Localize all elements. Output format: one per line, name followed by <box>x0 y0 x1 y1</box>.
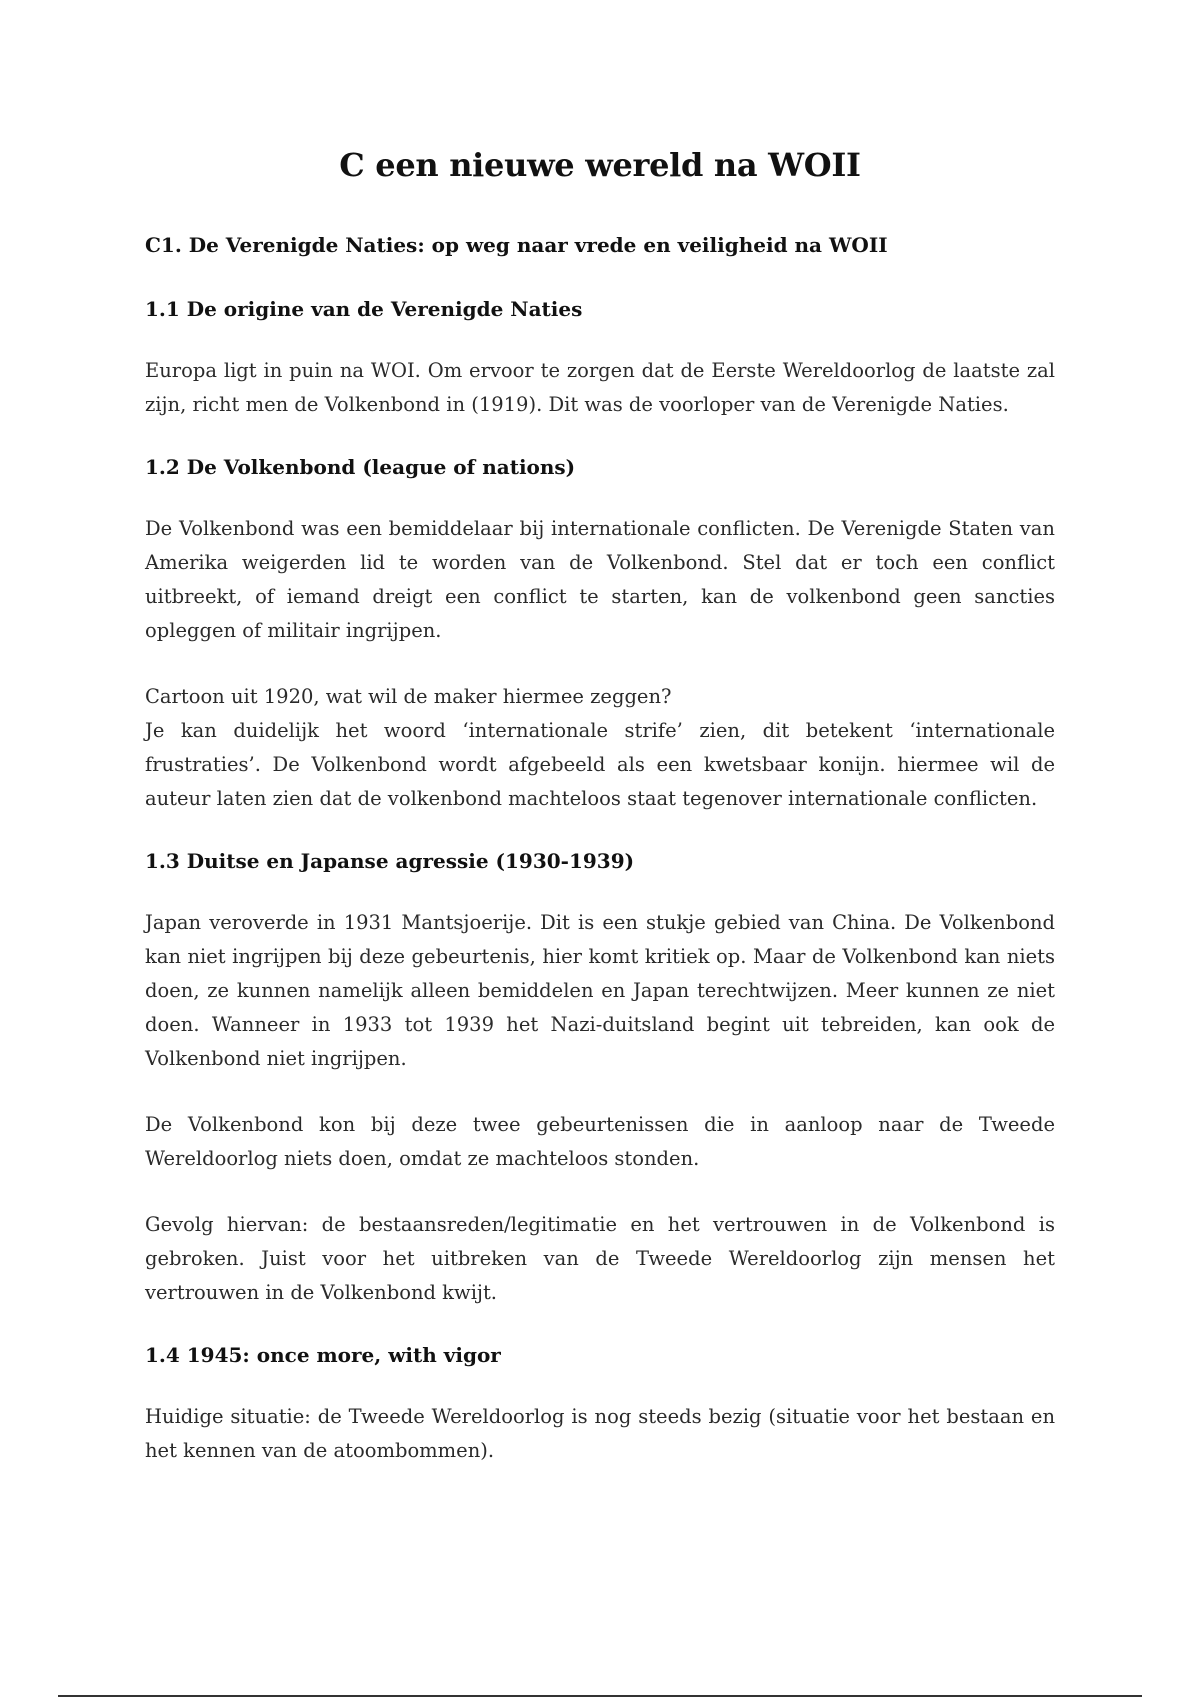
section-title: C1. De Verenigde Naties: op weg naar vrede en veiligheid na WOII <box>145 233 888 258</box>
footer-divider <box>58 1695 1142 1697</box>
paragraph: Japan veroverde in 1931 Mantsjoerije. Dit is een stukje gebied van China. De Volkenbond kan niet ingrijpen bij deze gebeurtenis, hier komt kritiek op. Maar de Volkenbond kan niets doen, ze kunnen namelijk alleen bemiddelen en Japan terechtwijzen. Meer kunnen ze niet doen. Wanneer in 1933 tot 1939 het Nazi-duitsland begint uit tebreiden, kan ook de Volkenbond niet ingrijpen. <box>145 911 1055 1071</box>
subsection-heading-1-1: 1.1 De origine van de Verenigde Naties <box>145 297 583 322</box>
paragraph: Gevolg hiervan: de bestaansreden/legitimatie en het vertrouwen in de Volkenbond is gebroken. Juist voor het uitbreken van de Tweede Wereldoorlog zijn mensen het vertrouwen in de Volkenbond kwijt. <box>145 1213 1055 1305</box>
paragraph: Je kan duidelijk het woord ‘internationale strife’ zien, dit betekent ‘internationale frustraties’. De Volkenbond wordt afgebeeld als een kwetsbaar konijn. hiermee wil de auteur laten zien dat de volkenbond machteloos staat tegenover internationale conflicten. <box>145 719 1055 811</box>
subsection-heading-1-4: 1.4 1945: once more, with vigor <box>145 1343 501 1368</box>
document-body <box>145 146 1055 1500</box>
subsection-heading-1-3: 1.3 Duitse en Japanse agressie (1930-1939) <box>145 849 635 874</box>
page-title: C een nieuwe wereld na WOII <box>339 146 861 184</box>
paragraph: De Volkenbond was een bemiddelaar bij internationale conflicten. De Verenigde Staten van Amerika weigerden lid te worden van de Volkenbond. Stel dat er toch een conflict uitbreekt, of iemand dreigt een conflict te starten, kan de volkenbond geen sancties opleggen of militair ingrijpen. <box>145 517 1055 643</box>
paragraph: Huidige situatie: de Tweede Wereldoorlog is nog steeds bezig (situatie voor het bestaan en het kennen van de atoombommen). <box>145 1405 1055 1463</box>
cartoon-question: Cartoon uit 1920, wat wil de maker hiermee zeggen? <box>145 685 672 709</box>
subsection-heading-1-2: 1.2 De Volkenbond (league of nations) <box>145 455 576 480</box>
paragraph: Europa ligt in puin na WOI. Om ervoor te zorgen dat de Eerste Wereldoorlog de laatste zal zijn, richt men de Volkenbond in (1919). Dit was de voorloper van de Verenigde Naties. <box>145 359 1055 417</box>
paragraph: De Volkenbond kon bij deze twee gebeurtenissen die in aanloop naar de Tweede Wereldoorlog niets doen, omdat ze machteloos stonden. <box>145 1113 1055 1171</box>
